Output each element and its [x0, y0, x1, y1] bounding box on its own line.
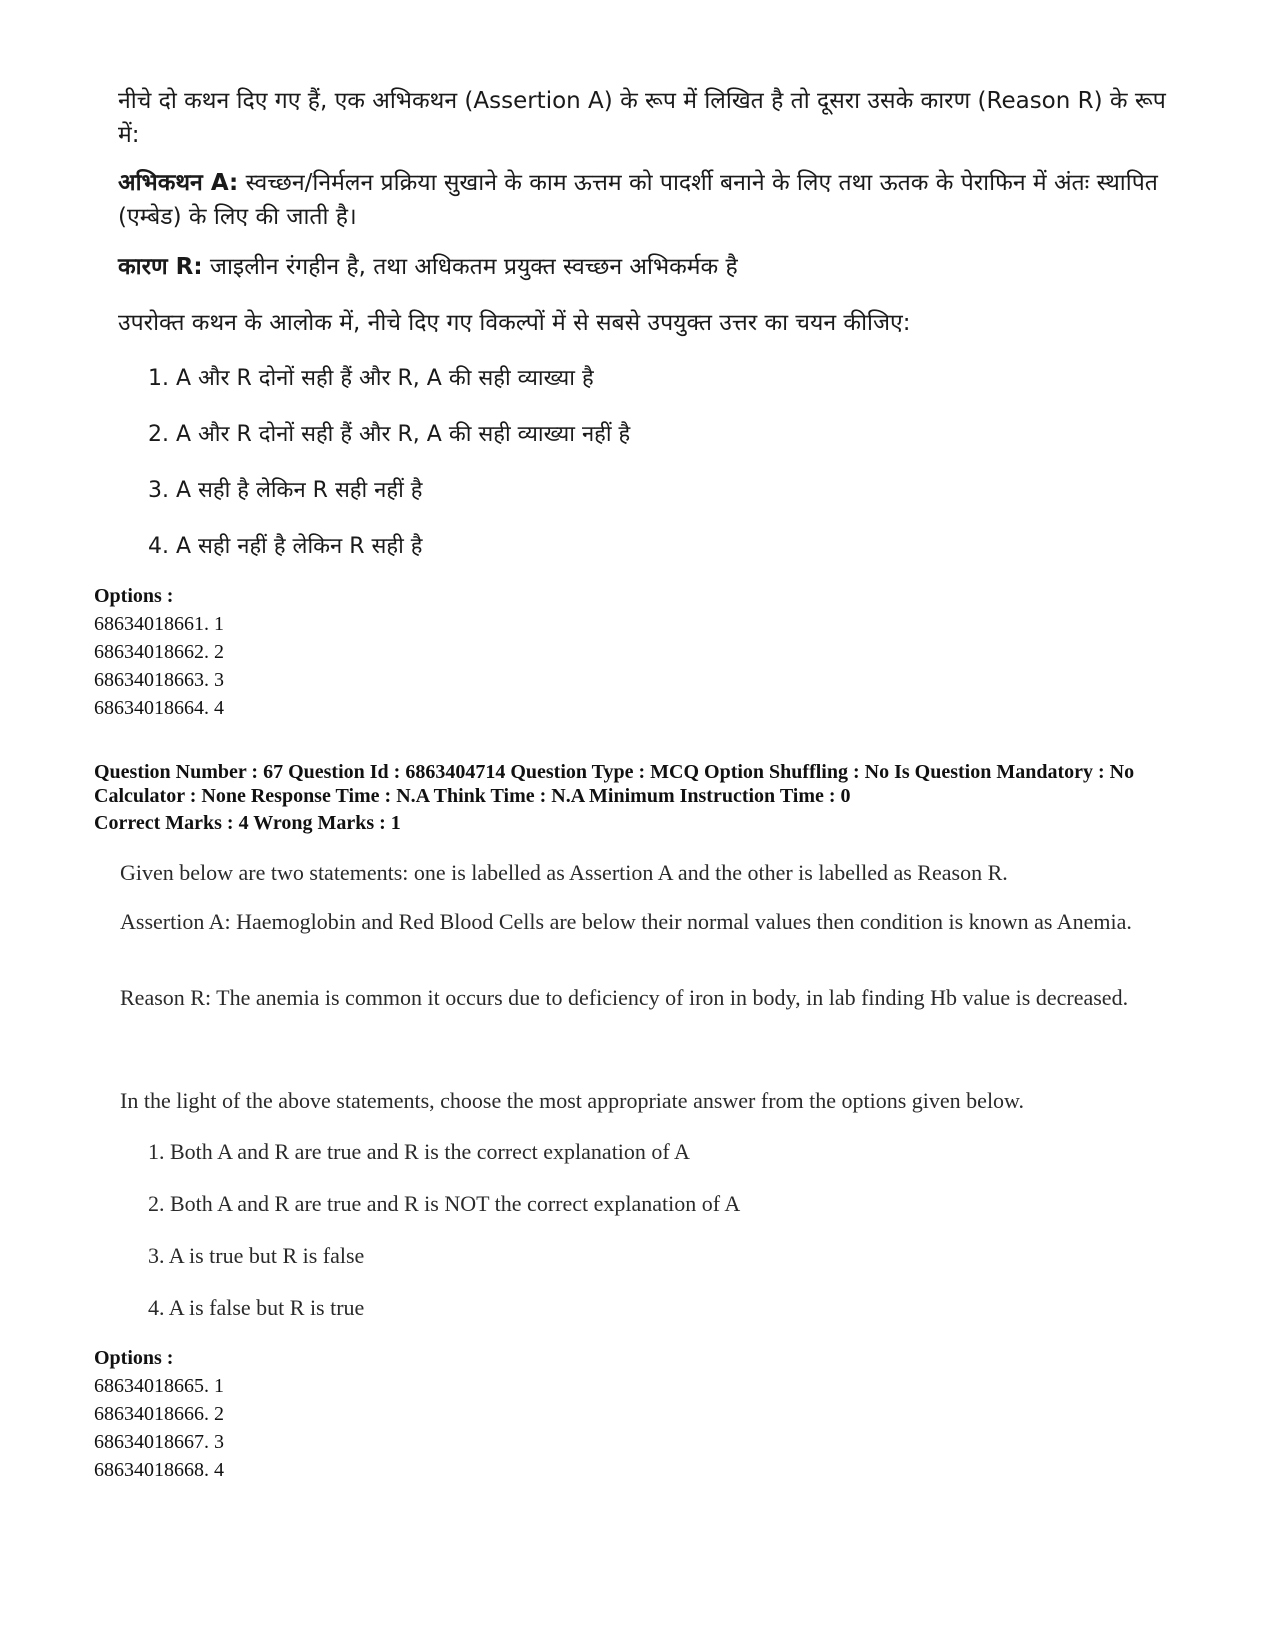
- option-item: 68634018661. 1: [94, 613, 224, 635]
- hindi-instruction: उपरोक्त कथन के आलोक में, नीचे दिए गए विकल्पों में से सबसे उपयुक्त उत्तर का चयन कीजिए:: [118, 310, 911, 336]
- question-marks: Correct Marks : 4 Wrong Marks : 1: [94, 812, 401, 834]
- hindi-choice-3: 3. A सही है लेकिन R सही नहीं है: [148, 478, 423, 503]
- question-meta: Question Number : 67 Question Id : 6863404714 Question Type : MCQ Option Shuffling : No Is Question Mandatory : No Calculator : None Response Time : N.A Think Time : N.A Minimum Instruction Time : 0: [94, 761, 1135, 807]
- hindi-assertion-label: अभिकथन A:: [118, 170, 239, 196]
- option-item: 68634018663. 3: [94, 669, 224, 691]
- english-reason: Reason R: The anemia is common it occurs due to deficiency of iron in body, in lab finding Hb value is decreased.: [120, 985, 1129, 1010]
- option-item: 68634018664. 4: [94, 697, 224, 719]
- english-instruction: In the light of the above statements, choose the most appropriate answer from the options given below.: [120, 1088, 1025, 1113]
- hindi-choice-1: 1. A और R दोनों सही हैं और R, A की सही व्याख्या है: [148, 366, 594, 391]
- english-choice-1: 1. Both A and R are true and R is the correct explanation of A: [148, 1139, 690, 1164]
- english-intro: Given below are two statements: one is labelled as Assertion A and the other is labelled as Reason R.: [120, 860, 1008, 885]
- option-item: 68634018662. 2: [94, 641, 224, 663]
- hindi-choice-2: 2. A और R दोनों सही हैं और R, A की सही व्याख्या नहीं है: [148, 422, 631, 447]
- option-item: 68634018668. 4: [94, 1459, 224, 1481]
- hindi-intro: नीचे दो कथन दिए गए हैं, एक अभिकथन (Assertion A) के रूप में लिखित है तो दूसरा उसके कारण (Reason R) के रूप में:: [118, 88, 1166, 148]
- hindi-assertion: [118, 166, 1178, 234]
- options-label-1: Options :: [94, 585, 174, 607]
- english-choice-2: 2. Both A and R are true and R is NOT the correct explanation of A: [148, 1191, 741, 1216]
- english-assertion: Assertion A: Haemoglobin and Red Blood Cells are below their normal values then condition is known as Anemia.: [120, 909, 1132, 934]
- options-label-2: Options :: [94, 1347, 174, 1369]
- hindi-reason: [118, 250, 1178, 284]
- option-item: 68634018667. 3: [94, 1431, 224, 1453]
- option-item: 68634018665. 1: [94, 1375, 224, 1397]
- hindi-assertion-text: स्वच्छन/निर्मलन प्रक्रिया सुखाने के काम ऊत्तम को पादर्शी बनाने के लिए तथा ऊतक के पेराफिन में अंतः स्थापित (एम्बेड) के लिए की जाती है।: [118, 170, 1158, 230]
- hindi-reason-label: कारण R:: [118, 254, 203, 280]
- option-item: 68634018666. 2: [94, 1403, 224, 1425]
- hindi-choice-4: 4. A सही नहीं है लेकिन R सही है: [148, 534, 423, 559]
- hindi-reason-text: जाइलीन रंगहीन है, तथा अधिकतम प्रयुक्त स्वच्छन अभिकर्मक है: [202, 254, 738, 280]
- english-choice-3: 3. A is true but R is false: [148, 1243, 365, 1268]
- english-choice-4: 4. A is false but R is true: [148, 1295, 365, 1320]
